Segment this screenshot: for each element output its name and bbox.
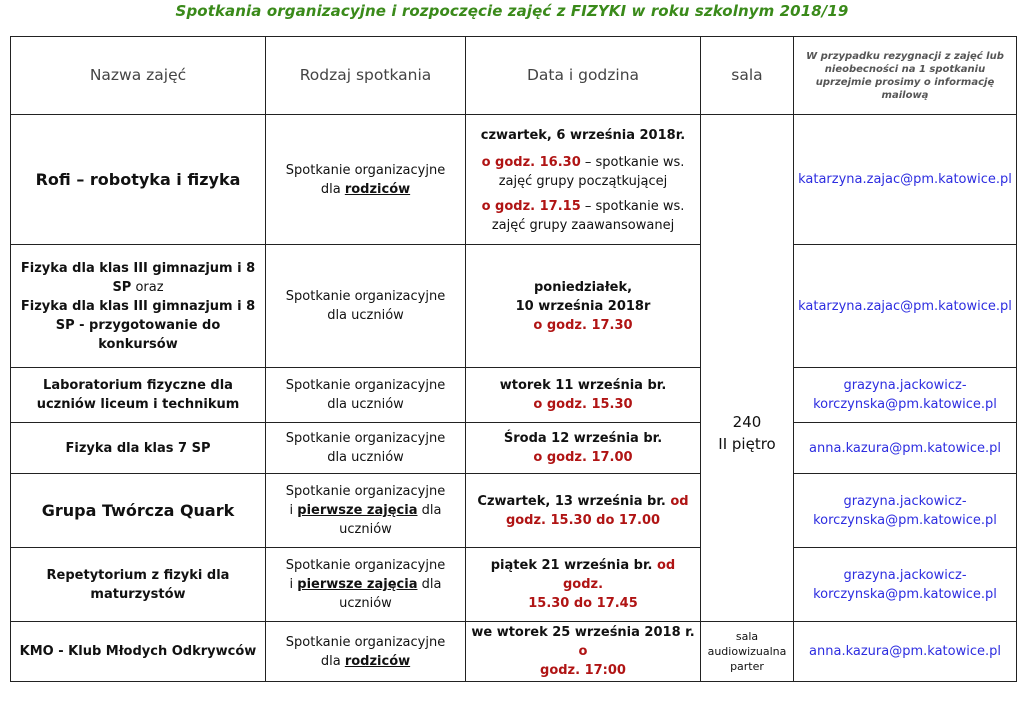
email-link[interactable]: korczynska@pm.katowice.pl: [813, 512, 997, 528]
table-row: [11, 245, 1017, 368]
date-main: Środa 12 września br.: [503, 431, 663, 446]
date-line: [470, 623, 696, 661]
meeting-type-underlined: rodziców: [344, 653, 411, 669]
date-line: [470, 153, 696, 172]
meeting-type-line: dla uczniów: [327, 397, 404, 412]
date-main: we wtorek 25 września 2018 r.: [471, 625, 695, 640]
meeting-type-line: [270, 501, 461, 520]
date-time: [466, 368, 701, 423]
course-name-text: Fizyka dla klas 7 SP: [65, 440, 211, 456]
meeting-type-line: Spotkanie organizacyjne: [285, 378, 446, 393]
email-link[interactable]: katarzyna.zajac@pm.katowice.pl: [798, 172, 1012, 187]
time-highlight: godz. 15.30 do 17.00: [505, 512, 661, 528]
meeting-type: [266, 368, 466, 423]
date-time: [466, 474, 701, 548]
page-title: Spotkania organizacyjne i rozpoczęcie zajęć z FIZYKI w roku szkolnym 2018/19: [175, 2, 849, 20]
header-type: Rodzaj spotkania: [266, 37, 466, 115]
meeting-type-line: Spotkanie organizacyjne: [285, 558, 446, 573]
course-name: [11, 474, 266, 548]
date-text: zajęć grupy początkującej: [498, 174, 668, 189]
date-text: – spotkanie ws.: [580, 155, 685, 170]
date-main: Czwartek, 13 września br.: [477, 493, 666, 509]
header-note: W przypadku rezygnacji z zajęć lub nieobecności na 1 spotkaniu uprzejmie prosimy o informację mailową: [794, 37, 1017, 115]
meeting-type-line: [270, 575, 461, 594]
email-link[interactable]: katarzyna.zajac@pm.katowice.pl: [798, 298, 1012, 314]
course-name-line: Laboratorium fizyczne dla: [43, 378, 233, 393]
table-row: [11, 548, 1017, 622]
meeting-type-underlined: rodziców: [344, 181, 411, 197]
course-name: [11, 622, 266, 682]
meeting-type-line: Spotkanie organizacyjne: [285, 289, 446, 304]
date-line: [470, 556, 696, 594]
meeting-type-line: uczniów: [339, 596, 392, 611]
schedule-table: [10, 36, 1017, 682]
date-main: poniedziałek,: [533, 279, 633, 295]
course-name-line: uczniów liceum i technikum: [36, 397, 240, 412]
contact-email-cell: [794, 115, 1017, 245]
date-time: [466, 115, 701, 245]
meeting-type-line: [270, 652, 461, 671]
meeting-type: [266, 115, 466, 245]
room-line: audiowizualna: [707, 645, 787, 658]
room-number: 240: [732, 412, 762, 431]
course-name-line: [15, 278, 261, 297]
room-floor: II piętro: [718, 434, 776, 453]
course-name: [11, 245, 266, 368]
time-highlight: od: [665, 493, 689, 509]
course-name-line: Repetytorium z fizyki dla: [46, 567, 230, 583]
contact-email-cell: [794, 548, 1017, 622]
table-row: [11, 622, 1017, 682]
meeting-type-text: dla: [320, 181, 345, 197]
course-name-line: SP - przygotowanie do: [55, 317, 221, 333]
table-row: [11, 115, 1017, 245]
time-highlight: o godz. 17.15: [481, 199, 581, 214]
date-time: [466, 423, 701, 474]
meeting-type: [266, 548, 466, 622]
date-text: zajęć grupy zaawansowanej: [491, 218, 675, 233]
table-header-row: [11, 37, 1017, 115]
date-time: [466, 622, 701, 682]
time-highlight: 15.30 do 17.45: [528, 596, 638, 611]
meeting-type-text: i: [289, 577, 298, 592]
meeting-type-line: uczniów: [339, 522, 392, 537]
meeting-type-line: dla uczniów: [327, 308, 404, 323]
email-link[interactable]: grazyna.jackowicz-: [843, 493, 967, 509]
meeting-type-line: dla uczniów: [327, 450, 404, 465]
email-link[interactable]: grazyna.jackowicz-: [843, 378, 967, 393]
date-main: wtorek 11 września br.: [499, 378, 667, 393]
time-highlight: godz. 17:00: [540, 663, 626, 678]
contact-email-cell: [794, 474, 1017, 548]
course-name-text: Rofi – robotyka i fizyka: [35, 170, 241, 189]
date-time: [466, 245, 701, 368]
meeting-type: [266, 423, 466, 474]
room-line: parter: [730, 660, 764, 673]
table-row: [11, 474, 1017, 548]
room-cell: [701, 115, 794, 245]
course-name-line: Fizyka dla klas III gimnazjum i 8: [20, 298, 256, 314]
room-cell: [701, 622, 794, 682]
email-link[interactable]: korczynska@pm.katowice.pl: [813, 397, 997, 412]
course-name-line: Fizyka dla klas III gimnazjum i 8: [20, 260, 256, 276]
course-name-line: konkursów: [98, 336, 178, 352]
course-name: [11, 423, 266, 474]
meeting-type: [266, 622, 466, 682]
time-highlight: o godz. 15.30: [533, 397, 633, 412]
time-highlight: o godz. 16.30: [481, 155, 581, 170]
contact-email-cell: [794, 622, 1017, 682]
meeting-type-text: dla: [417, 577, 442, 592]
meeting-type: [266, 245, 466, 368]
course-name-text: oraz: [131, 279, 164, 295]
table-row: [11, 423, 1017, 474]
time-highlight: o godz. 17.30: [533, 317, 633, 333]
course-name-text: Grupa Twórcza Quark: [41, 501, 235, 520]
email-link[interactable]: grazyna.jackowicz-: [843, 567, 967, 583]
date-main: 10 września 2018r: [515, 298, 651, 314]
header-date: Data i godzina: [466, 37, 701, 115]
meeting-type-underlined: pierwsze zajęcia: [297, 503, 418, 518]
course-name: [11, 368, 266, 423]
date-main: piątek 21 września br.: [490, 558, 653, 573]
email-link[interactable]: anna.kazura@pm.katowice.pl: [809, 440, 1001, 456]
meeting-type-underlined: pierwsze zajęcia: [297, 577, 418, 592]
date-main: czwartek, 6 września 2018r.: [480, 128, 686, 143]
meeting-type-line: Spotkanie organizacyjne: [285, 431, 446, 446]
email-link[interactable]: anna.kazura@pm.katowice.pl: [809, 644, 1001, 659]
email-link[interactable]: korczynska@pm.katowice.pl: [813, 586, 997, 602]
course-name-text: KMO - Klub Młodych Odkrywców: [19, 644, 257, 659]
date-line: [470, 492, 696, 511]
date-text: – spotkanie ws.: [580, 199, 685, 214]
course-name-line: maturzystów: [90, 586, 186, 602]
time-highlight: o: [578, 644, 588, 659]
course-name-text: SP: [112, 279, 132, 295]
contact-email-cell: [794, 245, 1017, 368]
meeting-type-line: Spotkanie organizacyjne: [285, 484, 446, 499]
contact-email-cell: [794, 368, 1017, 423]
date-time: [466, 548, 701, 622]
room-line: sala: [735, 630, 759, 643]
room-shared-cell: [701, 245, 794, 622]
time-highlight: o godz. 17.00: [533, 450, 633, 465]
meeting-type-text: i: [289, 503, 298, 518]
meeting-type-line: Spotkanie organizacyjne: [285, 162, 446, 178]
header-room: sala: [701, 37, 794, 115]
header-name: Nazwa zajęć: [11, 37, 266, 115]
meeting-type-line: Spotkanie organizacyjne: [285, 634, 446, 650]
meeting-type: [266, 474, 466, 548]
meeting-type-text: dla: [320, 653, 345, 669]
date-line: [470, 197, 696, 216]
course-name: [11, 115, 266, 245]
meeting-type-line: [270, 180, 461, 199]
course-name: [11, 548, 266, 622]
time-highlight: od godz.: [562, 558, 676, 592]
table-row: [11, 368, 1017, 423]
contact-email-cell: [794, 423, 1017, 474]
meeting-type-text: dla: [417, 503, 442, 518]
